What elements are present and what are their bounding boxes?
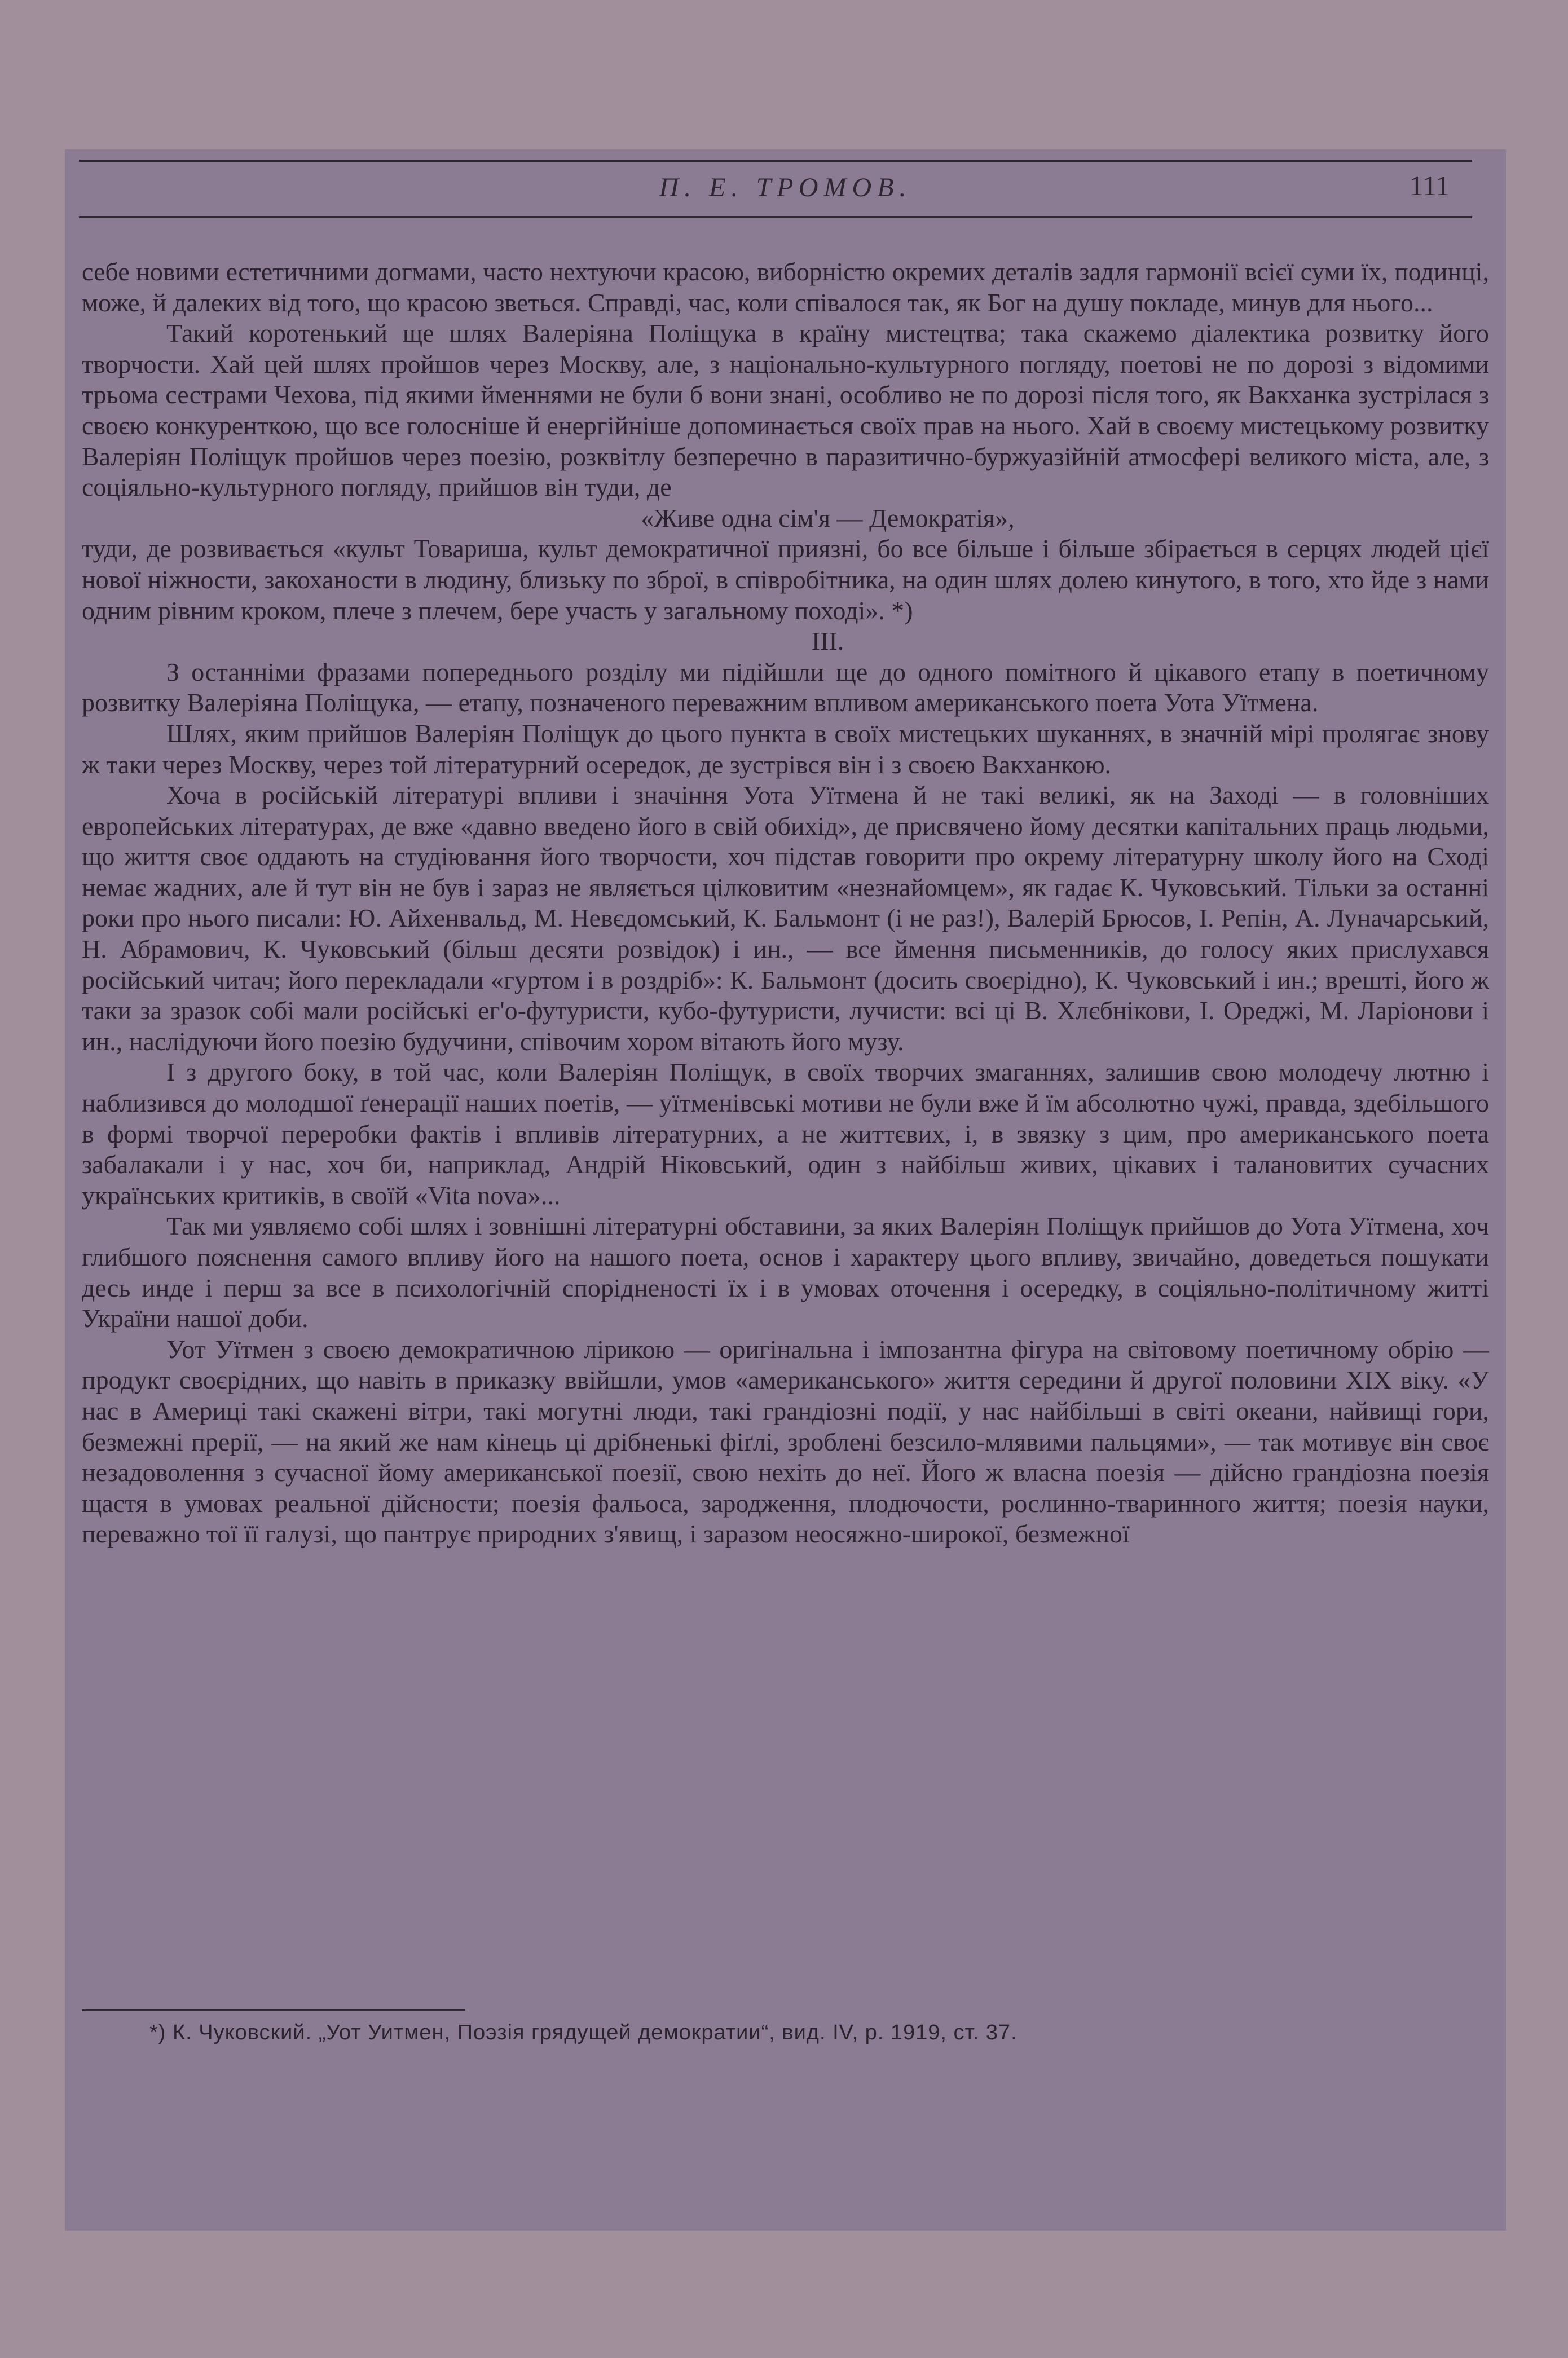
- paragraph: І з другого боку, в той час, коли Валеріян Поліщук, в своїх творчих змаганнях, залишив свою молодечу лютню і наблизився до молодшої ґенерації наших поетів, — уїтменівські мотиви не були вже й їм абсолютно чужі, правда, здебільшого в формі творчої переробки фактів і впливів літературних, а не життєвих, і, в звязку з цим, про американського поета забалакали і у нас, хоч би, наприклад, Андрій Ніковський, один з найбільш живих, цікавих і талановитих сучасних українських критиків, в своїй «Vita nova»...: [82, 1057, 1489, 1210]
- footnote: *) К. Чуковский. „Уот Уитмен, Поэзія грядущей демократии“, вид. IV, р. 1919, ст. 37.: [149, 2021, 1018, 2044]
- section-heading: III.: [811, 627, 844, 656]
- page-number: 111: [1409, 170, 1450, 201]
- running-head: П. Е. ТРОМОВ.: [659, 173, 912, 202]
- paragraph: Уот Уїтмен з своєю демократичною лірикою — оригінальна і імпозантна фігура на світовому поетичному обрію — продукт своєрідних, що навіть в приказку ввійшли, умов «американського» життя середини й другої половини XIX віку. «У нас в Америці такі скажені вітри, такі могутні люди, такі грандіозні події, у нас найбільші в світі океани, найвищі гори, безмежні прерії, — на який же нам кінець ці дрібненькі фіґлі, зроблені безсило-млявими пальцями», — так мотивує він своє незадоволення з сучасної йому американської поезії, свою нехіть до неї. Його ж власна поезія — дійсно грандіозна поезія щастя в умовах реальної дійсности; поезія фальоса, зародження, плодючости, рослинно-тваринного життя; поезія науки, переважно тої її галузі, що пантрує природних з'явищ, і заразом неосяжно-широкої, безмежної: [82, 1334, 1489, 1549]
- body-text: [82, 257, 1489, 1550]
- header-rule-top: [79, 160, 1472, 162]
- paragraph: Такий коротенький ще шлях Валеріяна Поліщука в країну мистецтва; така скажемо діалектика розвитку його творчости. Хай цей шлях пройшов через Москву, але, з національно-культурного погляду, поетові не по дорозі з відомими трьома сестрами Чехова, під якими йменнями не були б вони знані, особливо не по дорозі після того, як Вакханка зустрілася з своєю конкуренткою, що все голосніше й енергійніше допоминається своїх прав на нього. Хай в своєму мистецькому розвитку Валеріян Поліщук пройшов через поезію, розквітлу безперечно в паразитично-буржуазійній атмосфері великого міста, але, з соціяльно-культурного погляду, прийшов він туди, де: [82, 319, 1489, 502]
- paragraph: Шлях, яким прийшов Валеріян Поліщук до цього пункта в своїх мистецьких шуканнях, в значній мірі пролягає знову ж таки через Москву, через той літературний осередок, де зустрівся він і з своєю Вакханкою.: [82, 719, 1489, 779]
- verse-quote: «Живе одна сім'я — Демократія»,: [641, 503, 1015, 532]
- paragraph: Так ми уявляємо собі шлях і зовнішні літературні обставини, за яких Валеріян Поліщук прийшов до Уота Уїтмена, хоч глибшого пояснення самого впливу його на нашого поета, основ і характеру цього впливу, звичайно, доведеться пошукати десь инде і перш за все в психологічній спорідненості їх і в умовах оточення і осередку, в соціяльно-політичному житті України нашої доби.: [82, 1211, 1489, 1333]
- header-rule-bottom: [79, 216, 1472, 218]
- footnote-rule: [82, 2009, 465, 2011]
- paragraph: себе новими естетичними догмами, часто нехтуючи красою, виборністю окремих деталів задля гармонії всієї суми їх, подинці, може, й далеких від того, що красою зветься. Справді, час, коли співалося так, як Бог на душу покладе, минув для нього...: [82, 257, 1489, 317]
- book-page: [65, 149, 1506, 2231]
- paragraph: З останніми фразами попереднього розділу ми підійшли ще до одного помітного й цікавого етапу в поетичному розвитку Валеріяна Поліщука, — етапу, позначеного переважним впливом американського поета Уота Уїтмена.: [82, 657, 1489, 717]
- paragraph: туди, де розвивається «культ Товариша, культ демократичної приязні, бо все більше і більше збірається в серцях людей цієї нової ніжности, закоханости в людину, близьку по зброї, в співробітника, на один шлях долею кинутого, в того, хто йде з нами одним рівним кроком, плече з плечем, бере участь у загальному поході». *): [82, 534, 1489, 625]
- paragraph: Хоча в російській літературі впливи і значіння Уота Уїтмена й не такі великі, як на Заході — в головніших европейських літературах, де вже «давно введено його в свій обихід», де присвячено йому десятки капітальних праць людьми, що життя своє оддають на студіювання його творчости, хоч підстав говорити про окрему літературну школу його на Сході немає жадних, але й тут він не був і зараз не являється цілковитим «незнайомцем», як гадає К. Чуковський. Тільки за останні роки про нього писали: Ю. Айхенвальд, М. Невєдомський, К. Бальмонт (і не раз!), Валерій Брюсов, І. Репін, А. Луначарський, Н. Абрамович, К. Чуковський (більш десяти розвідок) і ин., — все ймення письменників, до голосу яких прислухався російський читач; його перекладали «гуртом і в роздріб»: К. Бальмонт (досить своєрідно), К. Чуковський і ин.; врешті, його ж таки за зразок собі мали російські ег'о-футуристи, кубо-футуристи, лучисти: всі ці В. Хлєбнікови, І. Ореджі, М. Ларіонови і ин., наслідуючи його поезію будучини, співочим хором вітають його музу.: [82, 781, 1489, 1056]
